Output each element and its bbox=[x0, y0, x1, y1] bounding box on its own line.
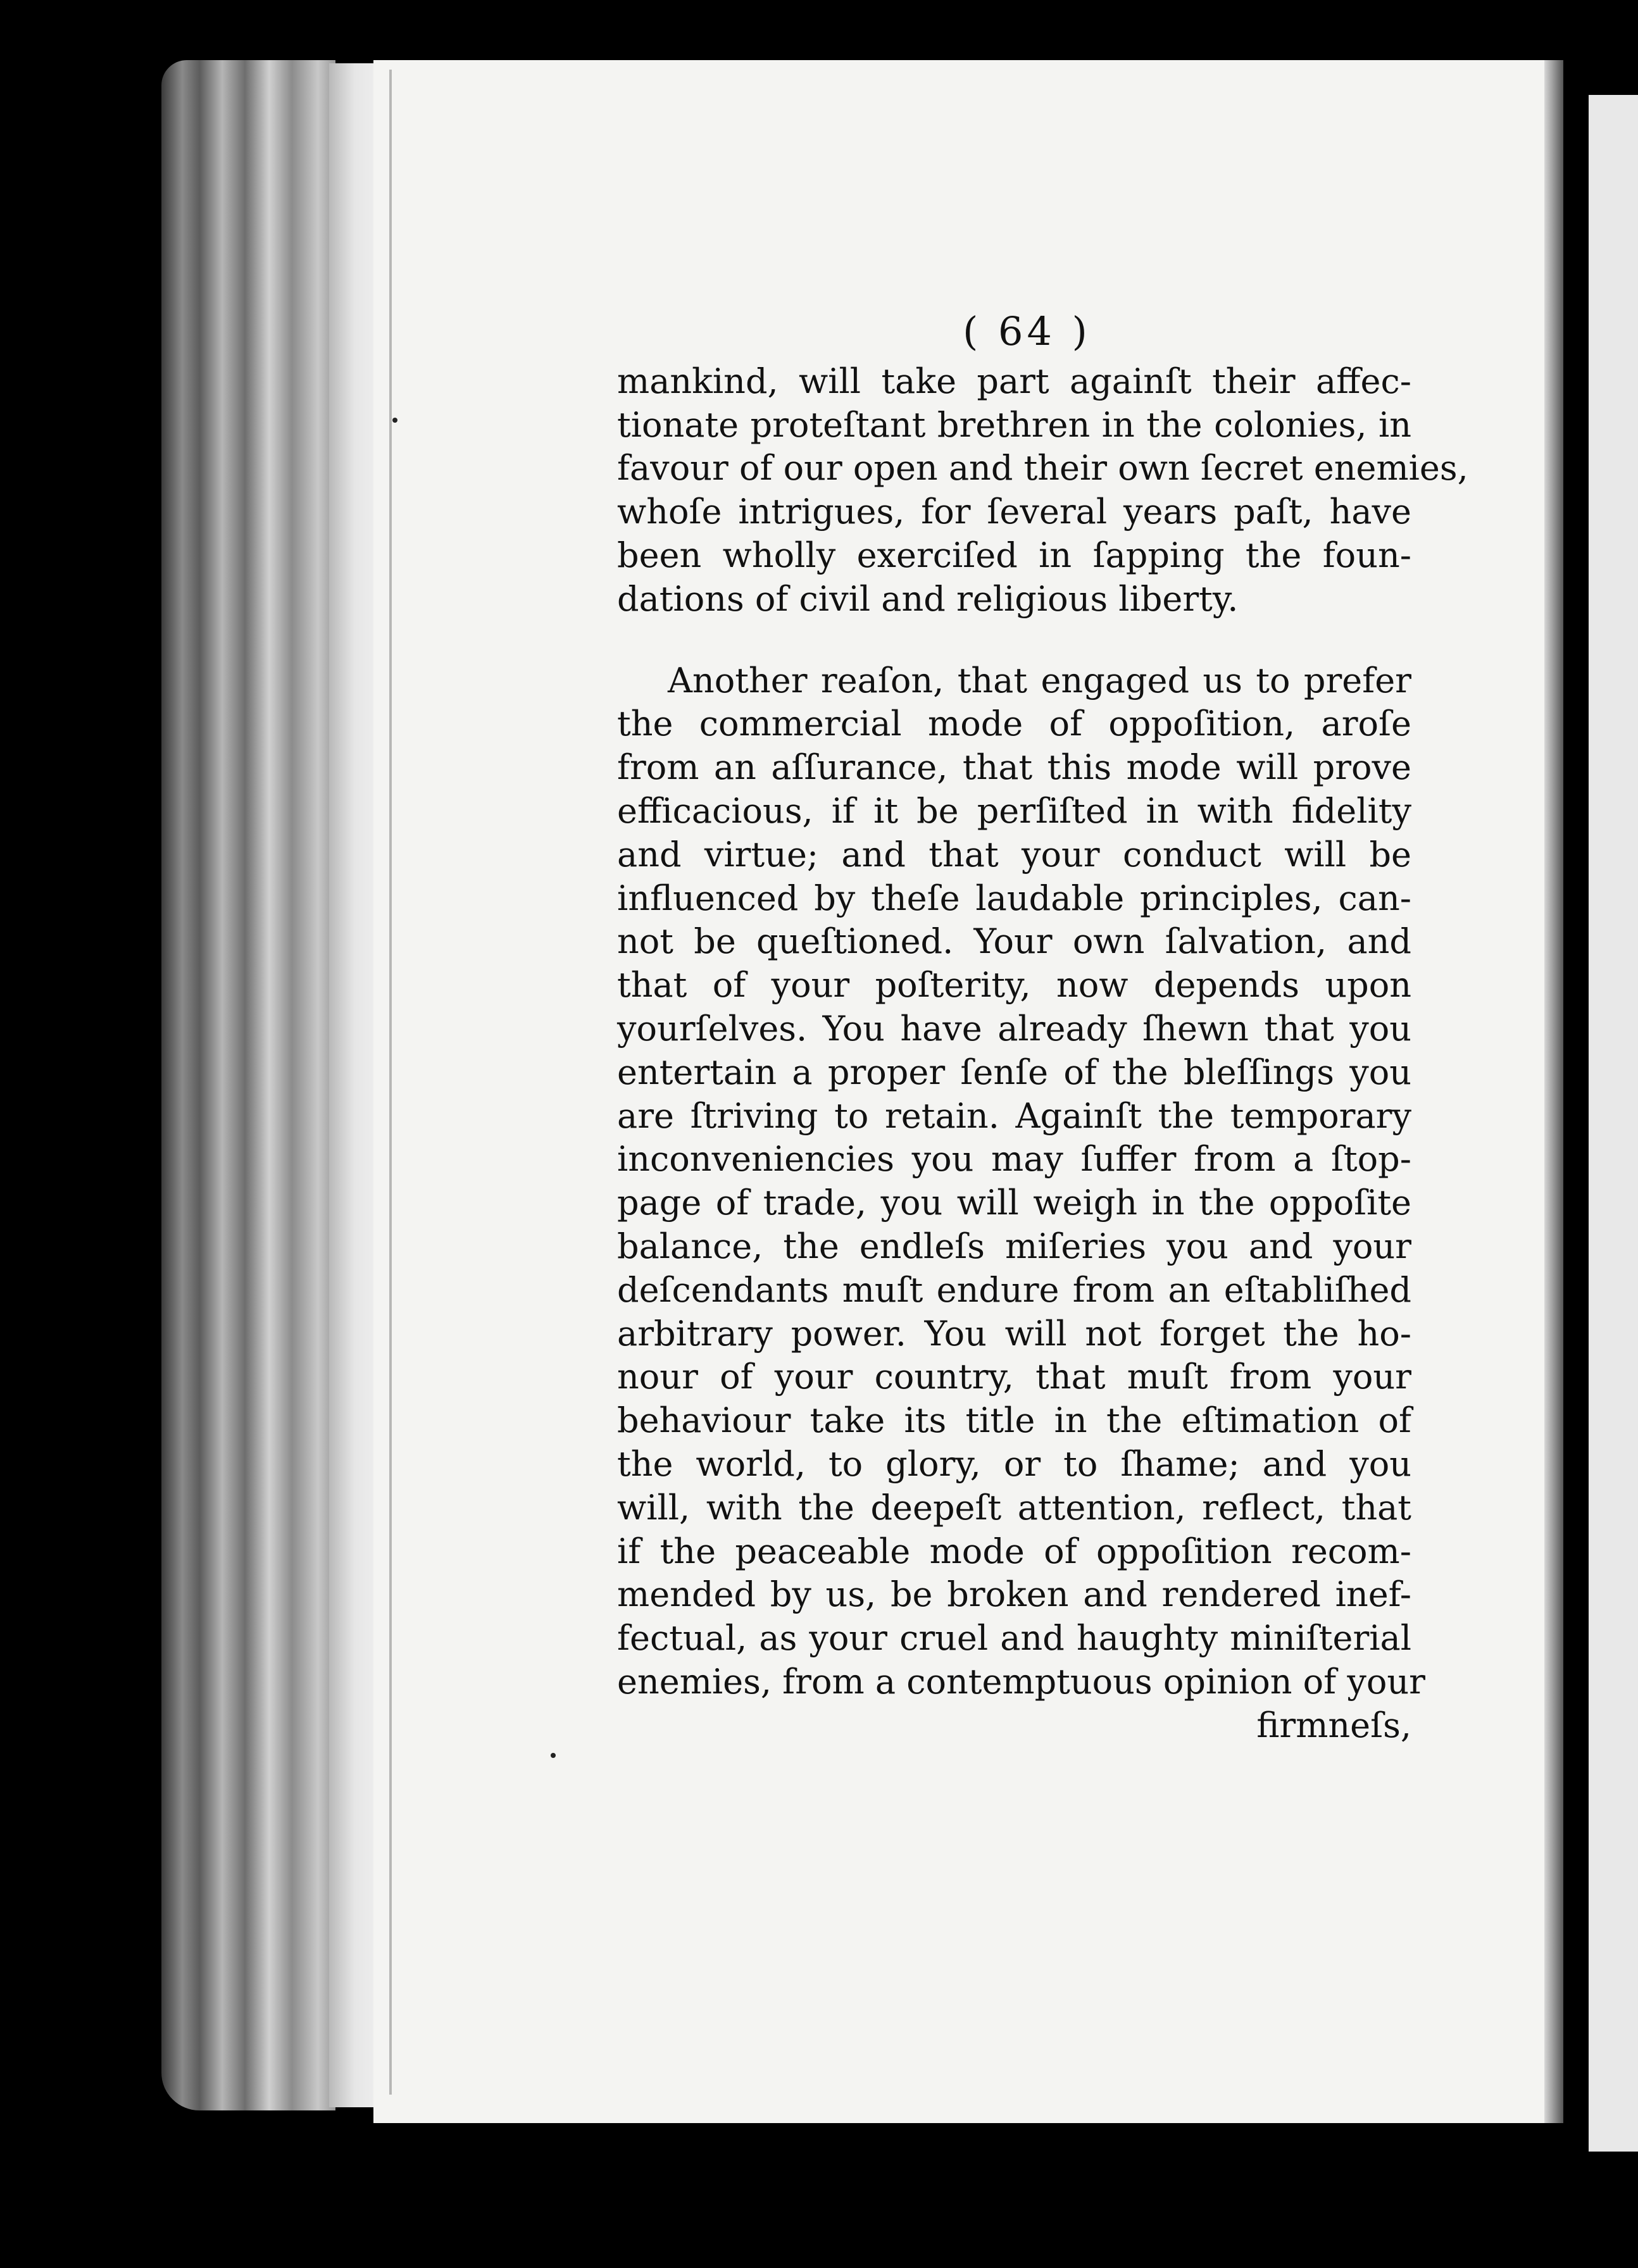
text-line: are ſtriving to retain. Againſt the temporary bbox=[617, 1095, 1411, 1136]
text-line: arbitrary power. You will not forget the ho- bbox=[617, 1313, 1411, 1354]
text-line: page of trade, you will weigh in the oppoſite bbox=[617, 1183, 1411, 1223]
text-line: efficacious, if it be perſiſted in with fidelity bbox=[617, 790, 1411, 831]
text-line: deſcendants muſt endure from an eſtabliſhed bbox=[617, 1269, 1411, 1310]
text-line: Another reaſon, that engaged us to prefer bbox=[668, 660, 1411, 701]
text-line: and virtue; and that your conduct will be bbox=[617, 834, 1411, 875]
text-line: balance, the endleſs miſeries you and your bbox=[617, 1226, 1411, 1266]
paragraph-2 bbox=[617, 659, 1425, 1704]
text-line: favour of our open and their own ſecret enemies, bbox=[617, 448, 1468, 489]
text-line: if the peaceable mode of oppoſition recom- bbox=[617, 1531, 1411, 1571]
text-line: tionate proteſtant brethren in the colonies, in bbox=[617, 404, 1411, 445]
text-line: entertain a proper ſenſe of the bleſſings you bbox=[617, 1052, 1411, 1092]
book-fore-edge bbox=[161, 60, 335, 2110]
text-line: the commercial mode of oppoſition, aroſe bbox=[617, 704, 1411, 744]
text-line: the world, to glory, or to ſhame; and you bbox=[617, 1443, 1411, 1484]
text-line: whoſe intrigues, for ſeveral years paſt, have bbox=[617, 492, 1411, 532]
text-line: mended by us, be broken and rendered inef- bbox=[617, 1574, 1411, 1615]
text-line: fectual, as your cruel and haughty miniſterial bbox=[617, 1618, 1411, 1659]
text-line: from an aſſurance, that this mode will prove bbox=[617, 747, 1411, 788]
text-line: that of your poſterity, now depends upon bbox=[617, 965, 1411, 1006]
text-line: dations of civil and religious liberty. bbox=[617, 578, 1239, 619]
paragraph-1 bbox=[617, 360, 1468, 621]
page-text bbox=[617, 308, 1468, 1748]
page-number: ( 64 ) bbox=[963, 308, 1091, 354]
text-line: inconveniencies you may ſuffer from a ſtop- bbox=[617, 1139, 1411, 1180]
catchword: firmneſs, bbox=[1256, 1705, 1411, 1745]
text-line: influenced by theſe laudable principles, can- bbox=[617, 878, 1411, 918]
page-edge-shadow bbox=[1544, 60, 1563, 2123]
text-line: behaviour take its title in the eſtimation of bbox=[617, 1400, 1411, 1441]
text-line: yourſelves. You have already ſhewn that you bbox=[617, 1008, 1411, 1049]
text-line: mankind, will take part againſt their affec- bbox=[617, 361, 1411, 401]
text-line: will, with the deepeſt attention, reflect, that bbox=[617, 1487, 1411, 1528]
text-line: nour of your country, that muſt from your bbox=[617, 1357, 1411, 1397]
facing-page-edge bbox=[1589, 95, 1638, 2152]
text-line: not be queſtioned. Your own ſalvation, and bbox=[617, 921, 1411, 962]
stray-mark bbox=[392, 418, 397, 423]
page-fold-line bbox=[389, 70, 392, 2095]
text-line: enemies, from a contemptuous opinion of your bbox=[617, 1661, 1425, 1702]
stray-mark bbox=[551, 1753, 556, 1758]
text-line: been wholly exerciſed in ſapping the foun- bbox=[617, 535, 1411, 575]
